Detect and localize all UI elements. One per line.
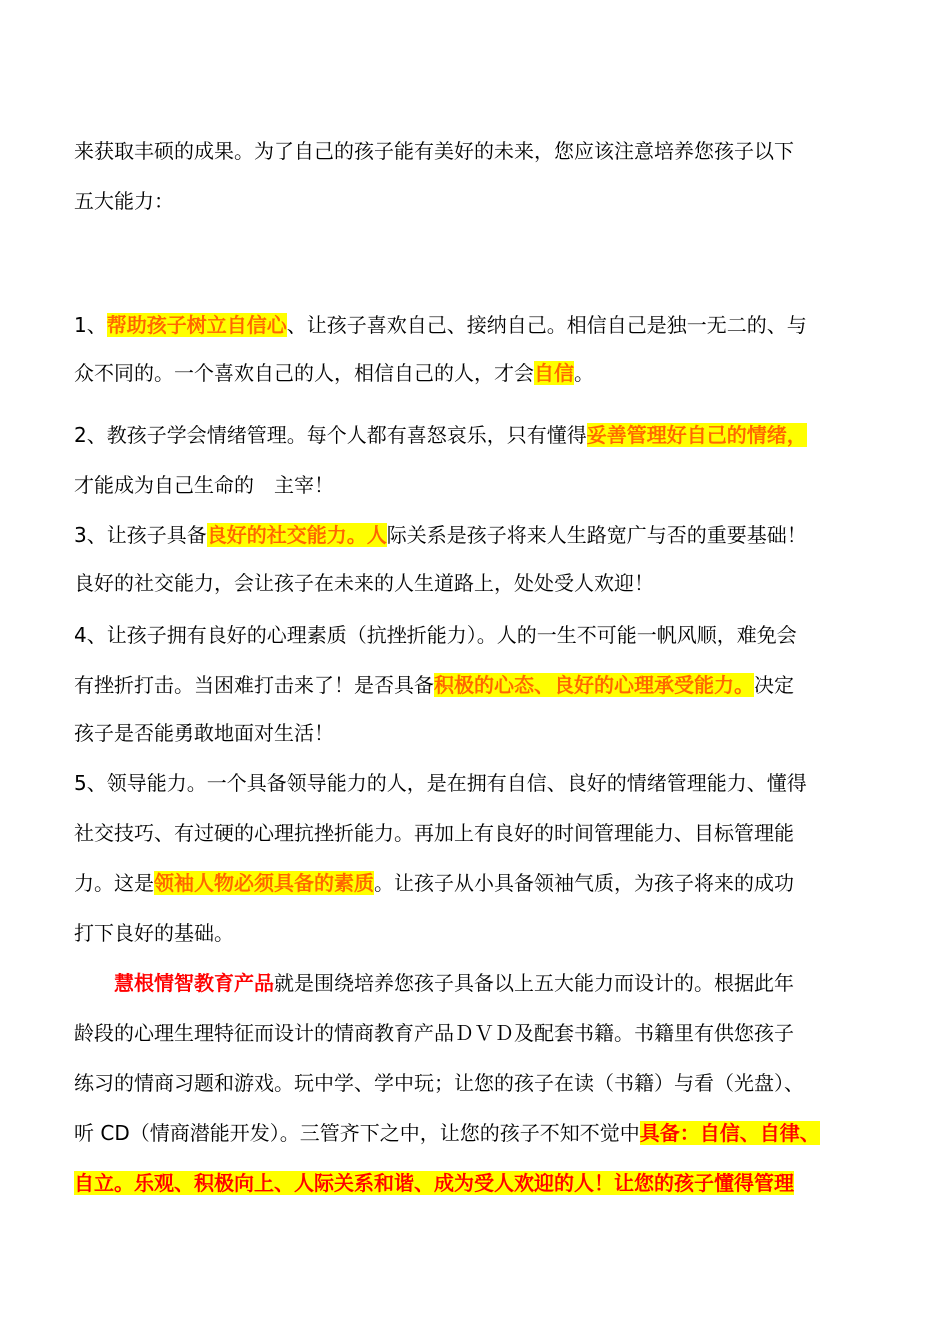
item-1-line-1: 1、帮助孩子树立自信心、让孩子喜欢自己、接纳自己。相信自己是独一无二的、与 bbox=[74, 313, 807, 337]
product-highlight-2: 自立。乐观、积极向上、人际关系和谐、成为受人欢迎的人！让您的孩子懂得管理 bbox=[74, 1171, 794, 1195]
item-4-line-2: 有挫折打击。当困难打击来了！是否具备积极的心态、良好的心理承受能力。决定 bbox=[74, 673, 794, 697]
item-2-line-2: 才能成为自己生命的 主宰！ bbox=[74, 473, 334, 497]
item-1-line-2: 众不同的。一个喜欢自己的人，相信自己的人，才会自信。 bbox=[74, 361, 594, 385]
product-line-1: 慧根情智教育产品就是围绕培养您孩子具备以上五大能力而设计的。根据此年 bbox=[114, 971, 794, 995]
product-line-3: 练习的情商习题和游戏。玩中学、学中玩；让您的孩子在读（书籍）与看（光盘）、 bbox=[74, 1071, 804, 1095]
intro-line-1: 来获取丰硕的成果。为了自己的孩子能有美好的未来，您应该注意培养您孩子以下 bbox=[74, 139, 794, 163]
product-line-4: 听 CD（情商潜能开发）。三管齐下之中，让您的孩子不知不觉中具备：自信、自律、 bbox=[74, 1121, 820, 1145]
product-highlight-1: 具备：自信、自律、 bbox=[639, 1121, 820, 1145]
product-line-2: 龄段的心理生理特征而设计的情商教育产品ＤＶＤ及配套书籍。书籍里有供您孩子 bbox=[74, 1021, 794, 1045]
item-5-line-1: 5、领导能力。一个具备领导能力的人，是在拥有自信、良好的情绪管理能力、懂得 bbox=[74, 771, 807, 795]
product-line-5 bbox=[74, 1168, 910, 1198]
item-3-highlight: 良好的社交能力。人 bbox=[206, 523, 387, 547]
item-3-line-2: 良好的社交能力，会让孩子在未来的人生道路上，处处受人欢迎！ bbox=[74, 571, 654, 595]
product-name: 慧根情智教育产品 bbox=[114, 971, 274, 995]
item-5-line-2: 社交技巧、有过硬的心理抗挫折能力。再加上有良好的时间管理能力、目标管理能 bbox=[74, 821, 794, 845]
item-4-line-1: 4、让孩子拥有良好的心理素质（抗挫折能力）。人的一生不可能一帆风顺，难免会 bbox=[74, 623, 797, 647]
item-1-highlight-2: 自信 bbox=[534, 361, 574, 385]
item-2-line-1: 2、教孩子学会情绪管理。每个人都有喜怒哀乐，只有懂得妥善管理好自己的情绪， bbox=[74, 423, 807, 447]
item-3-line-1: 3、让孩子具备良好的社交能力。人际关系是孩子将来人生路宽广与否的重要基础！ bbox=[74, 523, 807, 547]
item-1-highlight: 帮助孩子树立自信心 bbox=[106, 313, 287, 337]
item-4-line-3: 孩子是否能勇敢地面对生活！ bbox=[74, 721, 334, 745]
intro-line-2: 五大能力： bbox=[74, 189, 174, 213]
item-5-line-3: 力。这是领袖人物必须具备的素质。让孩子从小具备领袖气质，为孩子将来的成功 bbox=[74, 871, 794, 895]
item-5-line-4: 打下良好的基础。 bbox=[74, 921, 234, 945]
item-4-highlight: 积极的心态、良好的心理承受能力。 bbox=[434, 673, 754, 697]
item-5-highlight: 领袖人物必须具备的素质 bbox=[154, 871, 374, 895]
item-2-highlight: 妥善管理好自己的情绪， bbox=[586, 423, 807, 447]
